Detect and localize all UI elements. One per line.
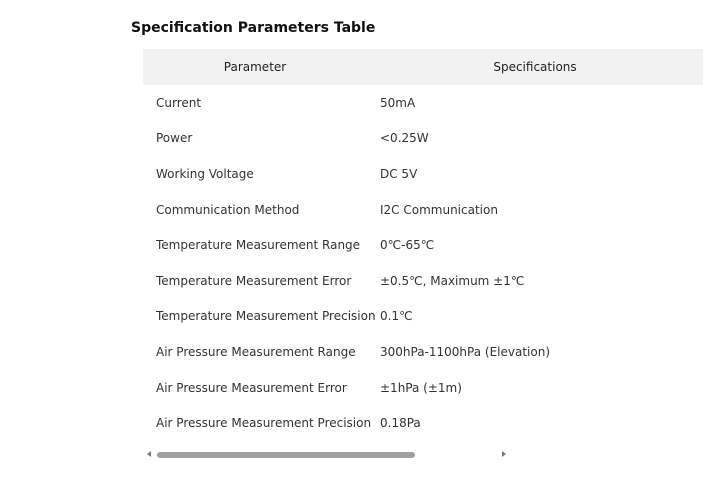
specification-cell: 0.1℃ bbox=[380, 309, 413, 324]
parameter-cell: Air Pressure Measurement Precision bbox=[156, 416, 372, 431]
table-row bbox=[143, 334, 703, 370]
horizontal-scrollbar[interactable] bbox=[143, 449, 510, 463]
table-row bbox=[143, 85, 703, 121]
table-scroll-container[interactable] bbox=[143, 49, 577, 442]
parameter-cell: Temperature Measurement Precision bbox=[156, 309, 376, 324]
parameter-cell: Temperature Measurement Error bbox=[156, 273, 352, 288]
table-title: Specification Parameters Table bbox=[131, 20, 376, 36]
parameter-cell: Communication Method bbox=[156, 202, 300, 217]
table-row bbox=[143, 299, 703, 335]
table-row bbox=[143, 192, 703, 228]
parameter-cell: Air Pressure Measurement Error bbox=[156, 380, 347, 395]
specification-cell: I2C Communication bbox=[380, 202, 498, 217]
parameter-cell: Current bbox=[156, 95, 202, 110]
table-row bbox=[143, 156, 703, 192]
parameter-cell: Temperature Measurement Range bbox=[156, 238, 361, 253]
specification-cell: 0.18Pa bbox=[380, 416, 421, 431]
chevron-right-icon[interactable] bbox=[502, 451, 506, 457]
table-row bbox=[143, 263, 703, 299]
specification-cell: 50mA bbox=[380, 95, 416, 110]
parameter-cell: Working Voltage bbox=[156, 166, 254, 181]
column-header-parameter: Parameter bbox=[143, 49, 367, 85]
specification-cell: ±0.5℃, Maximum ±1℃ bbox=[380, 273, 525, 288]
table-header-row bbox=[143, 49, 703, 85]
table-row bbox=[143, 370, 703, 406]
table-row bbox=[143, 405, 703, 441]
table-row bbox=[143, 121, 703, 157]
parameter-cell: Air Pressure Measurement Range bbox=[156, 344, 356, 359]
specification-cell: DC 5V bbox=[380, 166, 418, 181]
specification-cell: 0℃-65℃ bbox=[380, 238, 435, 253]
specification-cell: ±1hPa (±1m) bbox=[380, 380, 462, 395]
scrollbar-thumb[interactable] bbox=[157, 452, 415, 458]
specification-cell: 300hPa-1100hPa (Elevation) bbox=[380, 344, 551, 359]
specification-cell: <0.25W bbox=[380, 131, 429, 146]
column-header-specifications: Specifications bbox=[367, 49, 703, 85]
spec-table bbox=[143, 49, 703, 441]
chevron-left-icon[interactable] bbox=[147, 451, 151, 457]
table-row bbox=[143, 227, 703, 263]
parameter-cell: Power bbox=[156, 131, 193, 146]
